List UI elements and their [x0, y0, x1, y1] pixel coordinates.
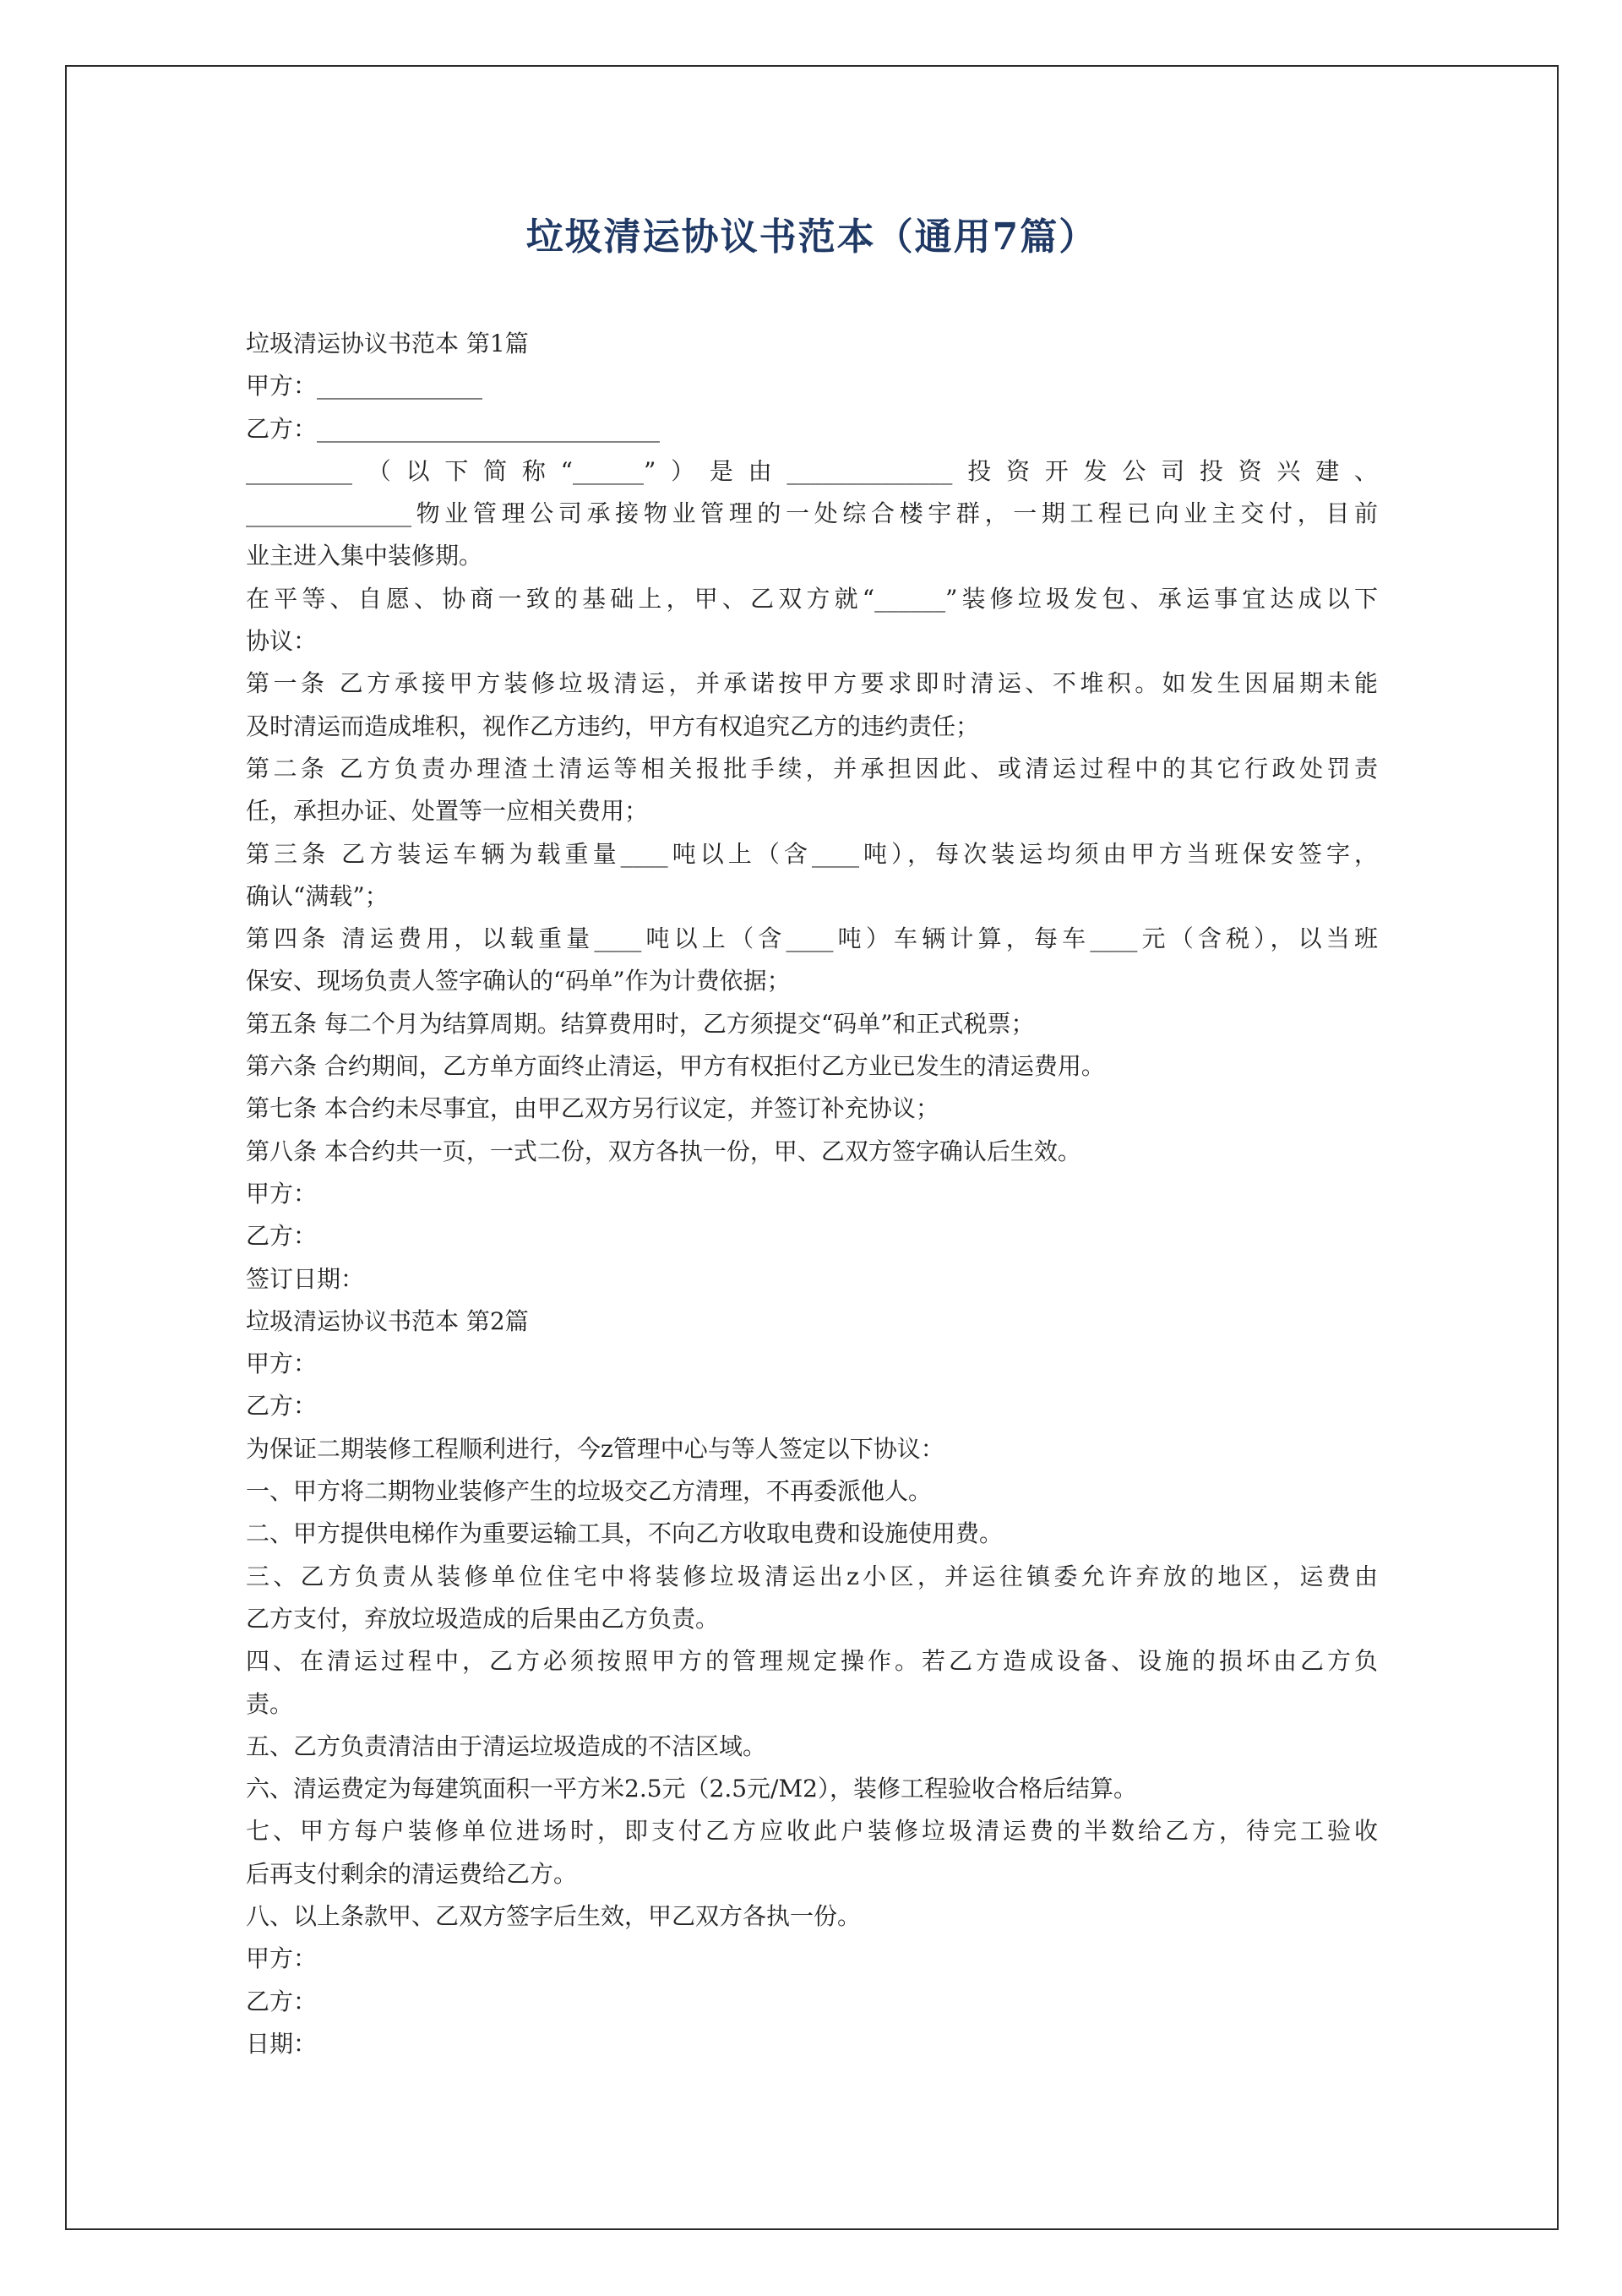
- text-line: 乙方：_____________________________: [246, 414, 661, 443]
- text-line: 第五条 每二个月为结算周期。结算费用时，乙方须提交“码单”和正式税票；: [246, 1009, 1035, 1038]
- text-line: 签订日期：: [246, 1264, 365, 1293]
- text-line: 确认“满载”；: [246, 881, 389, 910]
- text-line: 协议：: [246, 627, 318, 656]
- text-line: 垃圾清运协议书范本 第2篇: [246, 1306, 529, 1335]
- text-line: 六、清运费定为每建筑面积一平方米2.5元（2.5元/M2），装修工程验收合格后结算。: [246, 1775, 1137, 1803]
- text-line: 乙方：: [246, 1392, 318, 1421]
- text-line: 日期：: [246, 2029, 318, 2058]
- text-line: 业主进入集中装修期。: [246, 542, 483, 570]
- text-line: 在平等、自愿、协商一致的基础上，甲、乙双方就“______”装修垃圾发包、承运事宜达成以下: [246, 584, 1378, 613]
- text-line: 及时清运而造成堆积，视作乙方违约，甲方有权追究乙方的违约责任；: [246, 712, 980, 740]
- text-line: 七、甲方每户装修单位进场时，即支付乙方应收此户装修垃圾清运费的半数给乙方，待完工验收: [246, 1817, 1378, 1846]
- text-line: ______________物业管理公司承接物业管理的一处综合楼宇群，一期工程已向业主交付，目前: [246, 499, 1378, 528]
- text-line: 甲方：: [246, 1179, 318, 1208]
- text-line: 第八条 本合约共一页，一式二份，双方各执一份，甲、乙双方签字确认后生效。: [246, 1137, 1081, 1165]
- text-line: 垃圾清运协议书范本 第1篇: [246, 330, 529, 357]
- text-line: 第七条 本合约未尽事宜，由甲乙双方另行议定，并签订补充协议；: [246, 1094, 939, 1123]
- text-line: 任，承担办证、处置等一应相关费用；: [246, 797, 649, 826]
- document-title: 垃圾清运协议书范本（通用7篇）: [525, 215, 1098, 259]
- text-line: 四、在清运过程中，乙方必须按照甲方的管理规定操作。若乙方造成设备、设施的损坏由乙方负: [246, 1647, 1378, 1676]
- text-line: 甲方：______________: [246, 372, 483, 401]
- text-line: 甲方：: [246, 1944, 318, 1973]
- text-line: 乙方：: [246, 1222, 318, 1251]
- text-line: 乙方支付，弃放垃圾造成的后果由乙方负责。: [246, 1604, 720, 1633]
- text-line: 甲方：: [246, 1350, 318, 1378]
- text-line: 为保证二期装修工程顺利进行，今z管理中心与等人签定以下协议：: [246, 1434, 944, 1463]
- text-line: 后再支付剩余的清运费给乙方。: [246, 1859, 578, 1888]
- text-line: 五、乙方负责清洁由于清运垃圾造成的不洁区域。: [246, 1732, 767, 1760]
- text-line: 保安、现场负责人签字确认的“码单”作为计费依据；: [246, 967, 791, 995]
- text-line: 乙方：: [246, 1987, 318, 2015]
- text-line: 一、甲方将二期物业装修产生的垃圾交乙方清理，不再委派他人。: [246, 1477, 933, 1506]
- text-line: 三、乙方负责从装修单位住宅中将装修垃圾清运出z小区，并运往镇委允许弃放的地区，运费由: [246, 1562, 1378, 1590]
- text-line: 责。: [246, 1689, 294, 1718]
- text-line: 第一条 乙方承接甲方装修垃圾清运，并承诺按甲方要求即时清运、不堆积。如发生因届期未能: [246, 669, 1378, 698]
- text-line: 第三条 乙方装运车辆为载重量____吨以上（含____吨），每次装运均须由甲方当班保安签字，: [246, 839, 1378, 868]
- text-line: 第二条 乙方负责办理渣土清运等相关报批手续，并承担因此、或清运过程中的其它行政处罚责: [246, 754, 1378, 783]
- text-line: _________（以下简称“______”）是由______________投资开发公司投资兴建、: [246, 456, 1378, 485]
- text-line: 第六条 合约期间，乙方单方面终止清运，甲方有权拒付乙方业已发生的清运费用。: [246, 1052, 1105, 1081]
- document-body: [246, 323, 1378, 2065]
- text-line: 二、甲方提供电梯作为重要运输工具，不向乙方收取电费和设施使用费。: [246, 1519, 1004, 1548]
- text-line: 八、以上条款甲、乙双方签字后生效，甲乙双方各执一份。: [246, 1901, 862, 1930]
- text-line: 第四条 清运费用，以载重量____吨以上（含____吨）车辆计算，每车____元（含税），以当班: [246, 924, 1378, 953]
